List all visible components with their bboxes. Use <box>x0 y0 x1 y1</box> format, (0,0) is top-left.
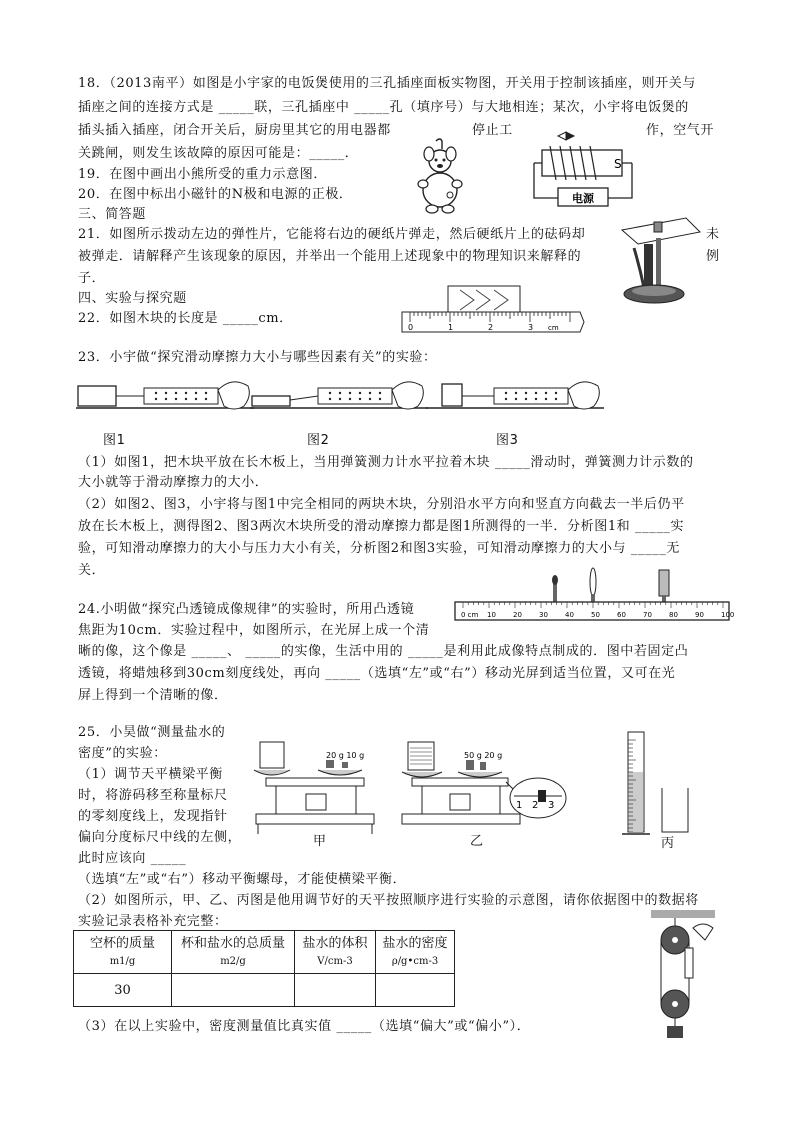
scale-label-2: 2 <box>532 800 539 811</box>
q23-title: 23．小宇做“探究滑动摩擦力大小与哪些因素有关”的实验： <box>78 350 437 365</box>
header-name: 空杯的质量 <box>89 936 155 951</box>
fig1-caption: 图1 <box>103 433 126 448</box>
q24-line1: 24.小明做“探究凸透镜成像规律”的实验时，所用凸透镜 <box>78 602 415 617</box>
power-label: 电源 <box>572 192 594 205</box>
q23-part2b: 放在长木板上，测得图2、图3两次木块所受的滑动摩擦力都是图1所测得的一半．分析图1和 _____实 <box>78 519 685 534</box>
friction-figure-3 <box>426 370 604 432</box>
q25-p2a: （2）如图所示，甲、乙、丙图是他用调节好的天平按照顺序进行实验的示意图，请你依据图中的数据将 <box>78 893 699 908</box>
table-header-cell <box>172 931 295 974</box>
q25-p1c: 的零刻度线上，发现指针 <box>78 809 228 824</box>
q18-line4: 关跳闸，则发生该故障的原因可能是：_____． <box>78 146 359 161</box>
q23-part2d: 关． <box>78 563 106 578</box>
q22-text: 22．如图木块的长度是 _____cm． <box>78 311 293 326</box>
q25-p1b: 时，将游码移至称量标尺 <box>78 788 228 803</box>
jia-weights-label: 20 g 10 g <box>326 751 365 760</box>
cylinder-bing-figure <box>620 728 700 840</box>
inertia-stand-figure <box>614 218 704 308</box>
ruler-label-2: 2 <box>488 323 494 332</box>
table-cell[interactable] <box>295 974 376 1007</box>
friction-figure-1 <box>76 370 254 432</box>
friction-figure-2 <box>250 370 428 432</box>
q18-line3c: 作，空气开 <box>646 123 715 138</box>
header-name: 盐水的体积 <box>302 936 368 951</box>
q25-p1d: 偏向分度标尺中线的左侧， <box>78 830 242 845</box>
q24-line4: 透镜，将蜡烛移到30cm刻度线处，再向 _____（选填“左”或“右”）移动光屏到适当位置，又可在光 <box>78 666 676 681</box>
header-unit: ρ/g•cm-3 <box>391 956 439 967</box>
fig3-caption: 图3 <box>496 433 519 448</box>
header-unit: V/cm-3 <box>317 956 353 967</box>
q25-p1a: （1）调节天平横梁平衡 <box>78 767 223 782</box>
ruler-label-0: 0 <box>408 323 414 332</box>
q21-line1a: 21．如图所示拨动左边的弹性片，它能将右边的硬纸片弹走，然后硬纸片上的砝码却 <box>78 227 586 242</box>
ruler-figure <box>400 284 586 336</box>
q18-line2: 插座之间的连接方式是 _____联，三孔插座中 _____孔（填序号）与大地相连；某次，小宇将电饭煲的 <box>78 100 689 115</box>
record-table <box>73 930 455 1007</box>
yi-weights-label: 50 g 20 g <box>464 751 503 760</box>
ruler-label-cm: cm <box>548 324 559 332</box>
q23-part2c: 验，可知滑动摩擦力的大小与压力大小有关，分析图2和图3实验，可知滑动摩擦力的大小与 _____无 <box>78 541 680 556</box>
fig-jia-caption: 甲 <box>313 834 327 849</box>
bench-label: 80 <box>669 611 678 619</box>
q25-line2: 密度”的实验： <box>78 746 167 761</box>
table-cell[interactable] <box>172 974 295 1007</box>
q21-line1b: 未 <box>706 227 720 242</box>
section-3-title: 三、简答题 <box>78 207 147 222</box>
bench-label: 10 <box>487 611 496 619</box>
balance-yi-figure <box>398 738 568 836</box>
q23-part1a: （1）如图1，把木块平放在长木板上，当用弹簧测力计水平拉着木块 _____滑动时，弹簧测力计示数的 <box>78 455 694 470</box>
bench-label: 30 <box>539 611 548 619</box>
q25-p1e: 此时应该向 _____ <box>78 851 187 866</box>
bear-figure <box>412 137 468 217</box>
scale-label-1: 1 <box>516 800 523 811</box>
table-header-cell <box>376 931 455 974</box>
q18-line3b: 停止工 <box>472 123 513 138</box>
bench-label: 40 <box>565 611 574 619</box>
pole-s-label: S <box>614 157 622 171</box>
bench-label: 60 <box>617 611 626 619</box>
q19-text: 19．在图中画出小熊所受的重力示意图． <box>78 167 327 182</box>
optical-bench-figure <box>453 562 733 622</box>
ruler-label-1: 1 <box>448 323 454 332</box>
bench-label: 70 <box>643 611 652 619</box>
pulley-figure <box>645 908 723 1040</box>
table-header-cell <box>295 931 376 974</box>
q24-line5: 屏上得到一个清晰的像． <box>78 688 228 703</box>
solenoid-figure <box>528 130 638 210</box>
q18-line3a: 插头插入插座，闭合开关后，厨房里其它的用电器都 <box>78 123 391 138</box>
q21-line2a: 被弹走．请解释产生该现象的原因，并举出一个能用上述现象中的物理知识来解释的 <box>78 249 582 264</box>
q20-text: 20．在图中标出小磁针的N极和电源的正极． <box>78 187 353 202</box>
section-4-title: 四、实验与探究题 <box>78 291 187 306</box>
fig-yi-caption: 乙 <box>470 834 484 849</box>
table-header-row <box>74 931 455 974</box>
fig-bing-caption: 丙 <box>661 836 675 851</box>
header-unit: m2/g <box>220 956 246 967</box>
table-row <box>74 974 455 1007</box>
q25-p2b: 实验记录表格补充完整： <box>78 914 228 929</box>
fig2-caption: 图2 <box>307 433 330 448</box>
header-name: 盐水的密度 <box>382 936 448 951</box>
table-cell: 30 <box>74 974 172 1007</box>
table-cell[interactable] <box>376 974 455 1007</box>
q23-part2a: （2）如图2、图3，小宇将与图1中完全相同的两块木块，分别沿水平方向和竖直方向截去一半后仍平 <box>78 497 685 512</box>
q25-p1f: （选填“左”或“右”）移动平衡螺母，才能使横梁平衡． <box>78 872 407 887</box>
q23-part1b: 大小就等于滑动摩擦力的大小． <box>78 475 269 490</box>
bench-label: 100 <box>721 611 735 619</box>
q25-line1: 25．小昊做“测量盐水的 <box>78 725 226 740</box>
bench-label: 0 cm <box>461 611 479 619</box>
bench-label: 90 <box>695 611 704 619</box>
bench-label: 50 <box>591 611 600 619</box>
q21-line2b: 例 <box>706 249 720 264</box>
q21-line3: 子． <box>78 271 106 286</box>
balance-jia-figure <box>250 738 380 836</box>
q25-p3: （3）在以上实验中，密度测量值比真实值 _____（选填“偏大”或“偏小”）． <box>78 1019 531 1034</box>
scale-label-3: 3 <box>548 800 555 811</box>
q24-line2: 焦距为10cm．实验过程中，如图所示，在光屏上成一个清 <box>78 623 430 638</box>
q18-line1: 18．（2013南平）如图是小宇家的电饭煲使用的三孔插座面板实物图，开关用于控制该插座，则开关与 <box>78 76 696 91</box>
header-name: 杯和盐水的总质量 <box>180 936 285 951</box>
bench-label: 20 <box>513 611 522 619</box>
ruler-label-3: 3 <box>528 323 534 332</box>
header-unit: m1/g <box>109 956 136 967</box>
q24-line3: 晰的像，这个像是 _____、 _____的实像，生活中用的 _____是利用此成像特点制成的．图中若固定凸 <box>78 644 689 659</box>
table-header-cell <box>74 931 172 974</box>
